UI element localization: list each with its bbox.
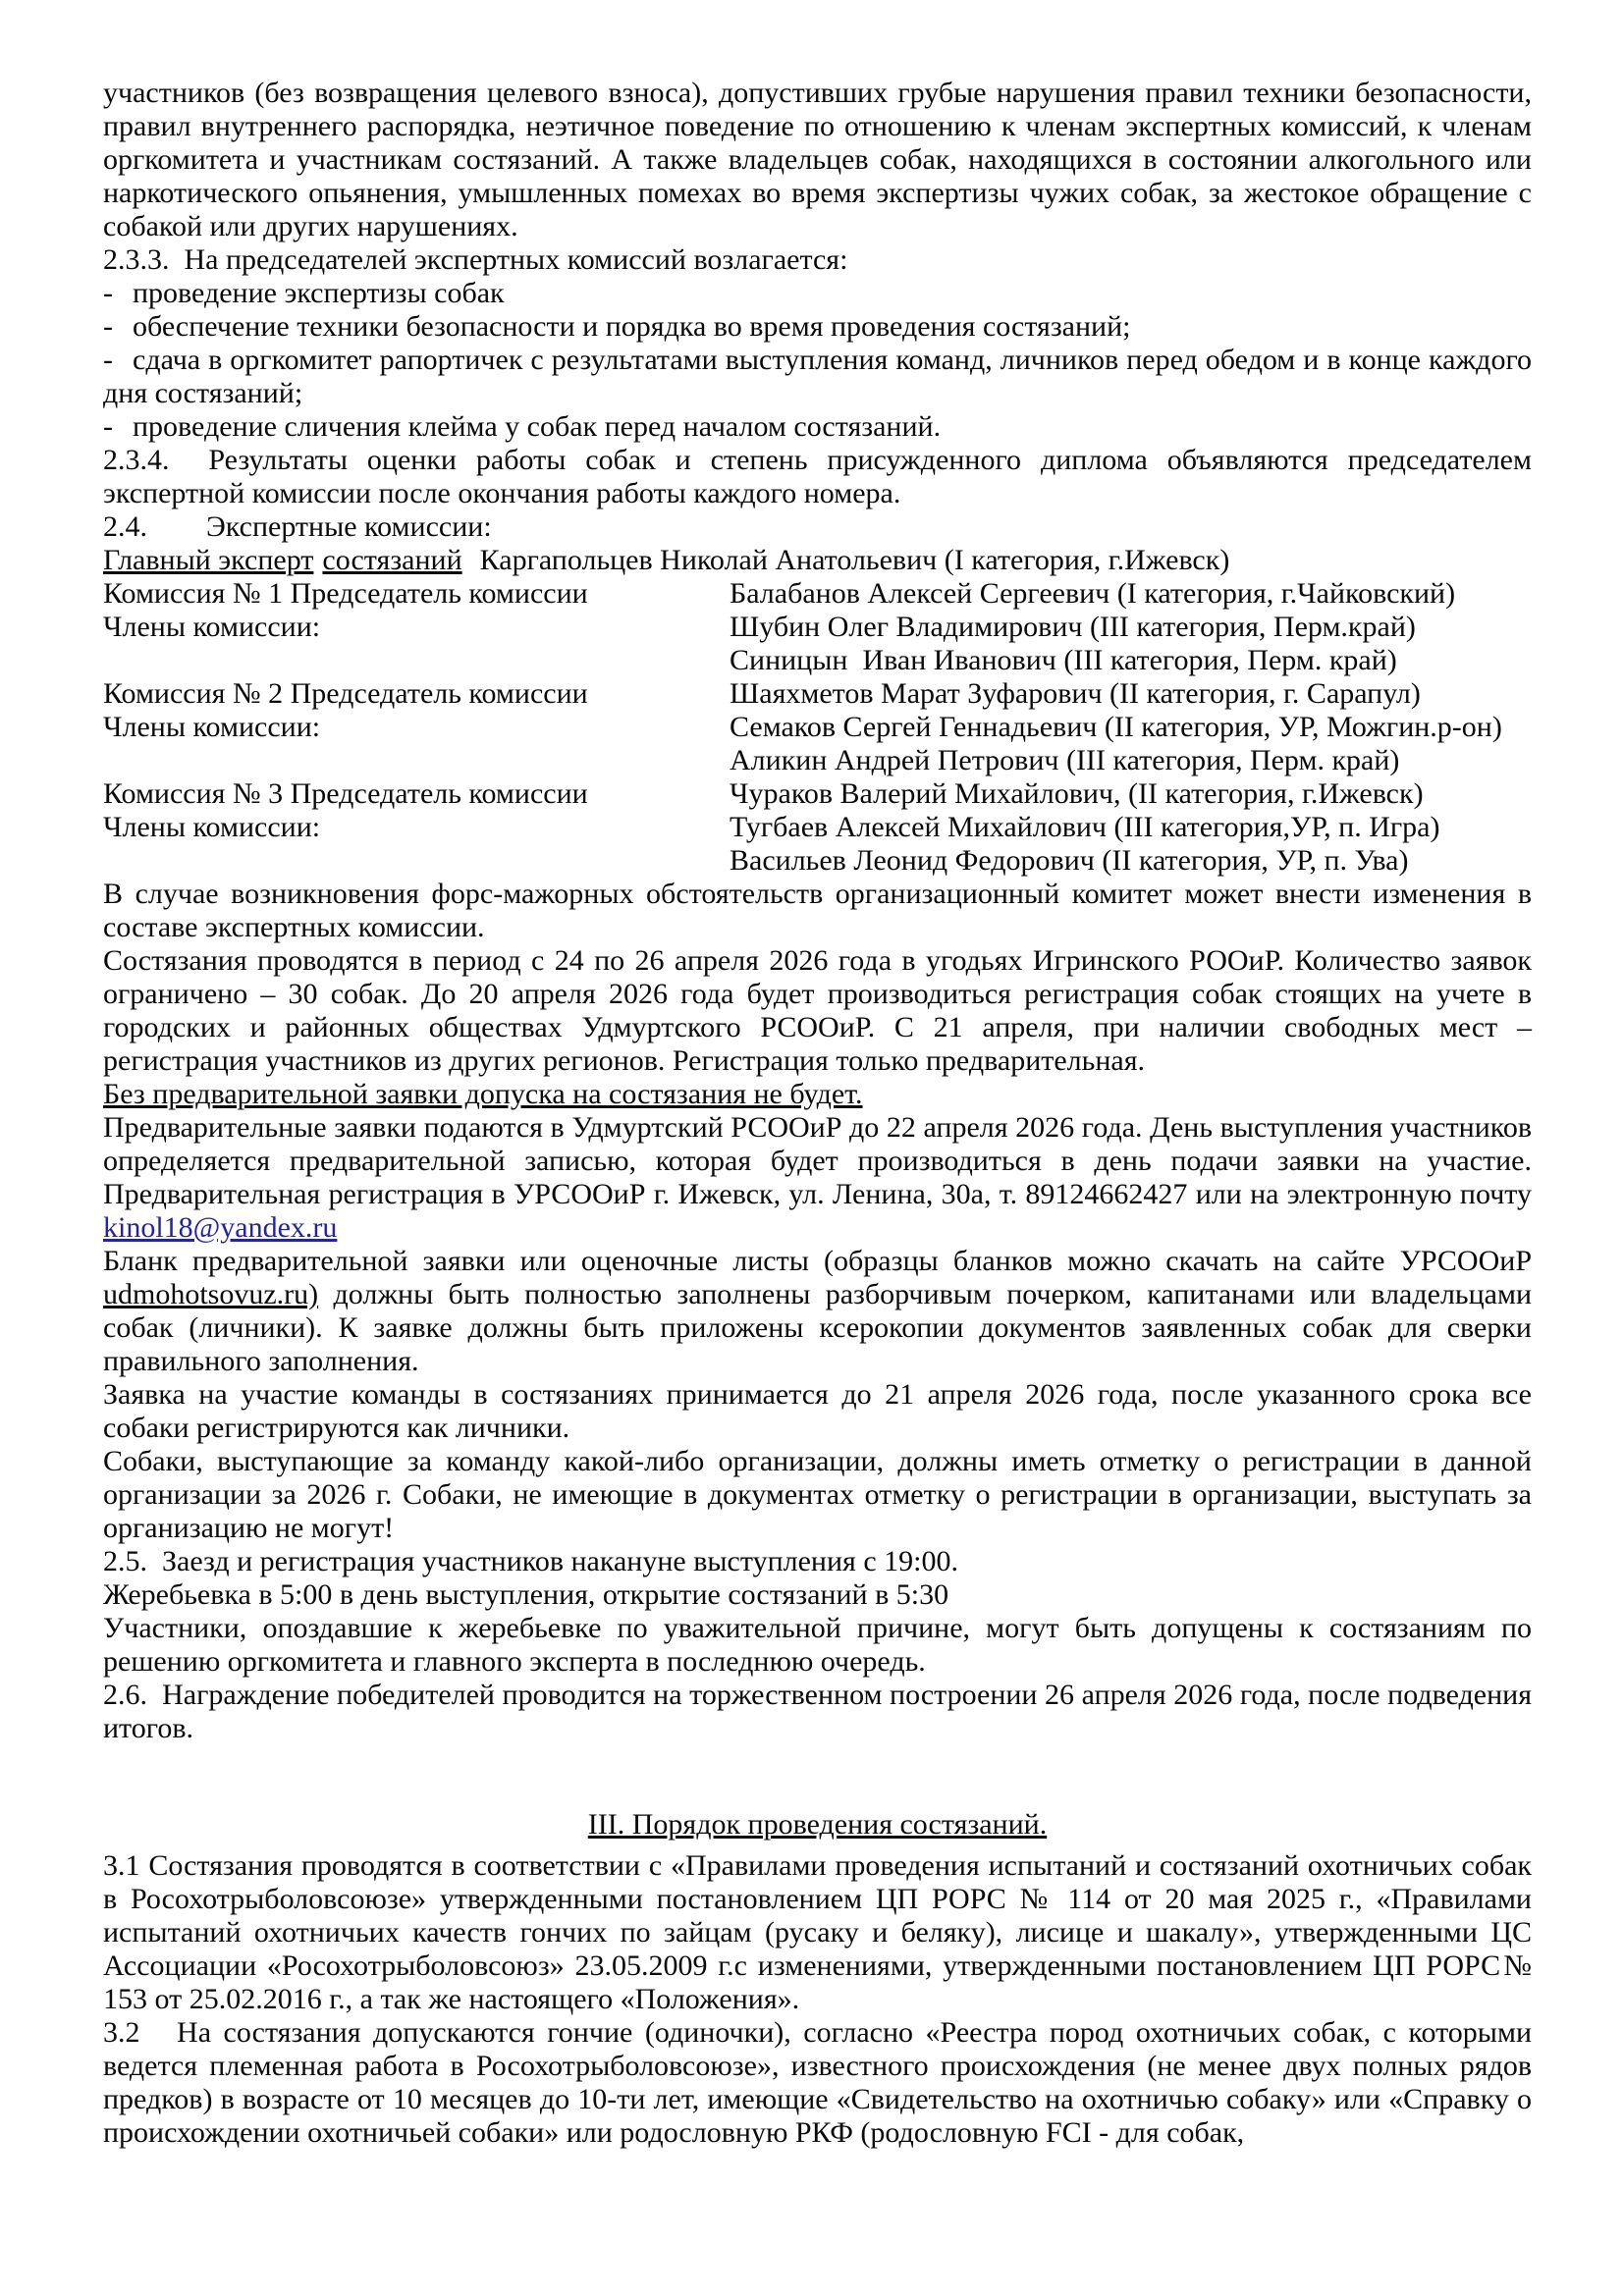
table-row	[103, 844, 1532, 878]
duty-list-item	[103, 277, 1532, 310]
list-dash: -	[103, 310, 113, 343]
cell-left: Члены комиссии:	[103, 811, 321, 843]
cell-left: Комиссия № 3 Председатель комиссии	[103, 777, 588, 810]
table-row	[103, 711, 1532, 744]
cell-left	[103, 744, 730, 777]
list-dash: -	[103, 410, 113, 443]
paragraph-applications	[103, 1111, 1532, 1245]
cell-left: Комиссия № 2 Председатель комиссии	[103, 677, 588, 710]
cell-right: Балабанов Алексей Сергеевич (I категория, г.Чайковский)	[730, 577, 1456, 610]
section-3-heading	[103, 1808, 1532, 1842]
duty-text: проведение сличения клейма у собак перед началом состязаний.	[133, 410, 942, 443]
notice-no-prereg	[103, 1078, 1532, 1111]
cell-left	[103, 644, 730, 677]
cell-right: Шаяхметов Марат Зуфарович (II категория, г. Сарапул)	[730, 677, 1421, 710]
clause-number: 2.4.	[103, 510, 147, 543]
duty-list-item	[103, 410, 1532, 444]
section-3-heading-text: III. Порядок проведения состязаний.	[587, 1808, 1048, 1841]
table-row	[103, 811, 1532, 844]
cell-left: Комиссия № 1 Председатель комиссии	[103, 577, 588, 610]
table-row	[103, 577, 1532, 611]
paragraph-intro: участников (без возвращения целевого взноса), допустивших грубые нарушения правил техники безопасности, правил внутреннего распорядка, неэтичное поведение по отношению к членам экспертных комиссий, к членам оргкомитета и участникам состязаний. А также владельцев собак, находящихся в состоянии алкогольного или наркотического опьянения, умышленных помехах во время экспертизы чужих собак, за жестокое обращение с собакой или других нарушениях.	[103, 77, 1532, 242]
expert-commissions-table	[103, 544, 1532, 878]
clause-2-3-4: 2.3.4. Результаты оценки работы собак и степень присужденного диплома объявляются председателем экспертной комиссии после окончания работы каждого номера.	[103, 444, 1532, 509]
paragraph-force-majeure: В случае возникновения форс-мажорных обстоятельств организационный комитет может внести изменения в составе экспертных комиссии.	[103, 878, 1532, 943]
chief-expert-row	[103, 544, 1532, 577]
clause-3-1: 3.1 Состязания проводятся в соответствии с «Правилами проведения испытаний и состязаний охотничьих собак в Росохотрыболовсоюзе» утвержденными постановлением ЦП РОРС № 114 от 20 мая 2025 г., «Правилами испытаний охотничьих качеств гончих по зайцам (русаку и беляку), лисице и шакалу», утвержденными ЦС Ассоциации «Росохотрыболовсоюз» 23.05.2009 г.с изменениями, утвержденными постановлением ЦП РОРС№ 153 от 25.02.2016 г., а так же настоящего «Положения».	[103, 1849, 1532, 2015]
paragraph-blank-forms	[103, 1245, 1532, 1378]
cell-right: Аликин Андрей Петрович (III категория, Перм. край)	[730, 744, 1400, 776]
clause-2-4	[103, 510, 1532, 544]
blank-forms-text: Бланк предварительной заявки или оценочные листы (образцы бланков можно скачать на сайте УРСООиР	[103, 1245, 1532, 1277]
chief-expert-label: Главный эксперт	[103, 544, 314, 576]
table-row	[103, 777, 1532, 811]
cell-left: Члены комиссии:	[103, 611, 321, 643]
duty-text: проведение экспертизы собак	[133, 277, 505, 309]
duty-text: сдача в оргкомитет рапортичек с результатами выступления команд, личников перед обедом и в конце каждого дня состязаний;	[103, 344, 1532, 409]
list-dash: -	[103, 277, 113, 309]
cell-left: Члены комиссии:	[103, 711, 321, 743]
duty-text: обеспечение техники безопасности и порядка во время проведения состязаний;	[133, 310, 1131, 343]
cell-right: Шубин Олег Владимирович (III категория, Перм.край)	[730, 611, 1416, 643]
list-dash: -	[103, 344, 113, 376]
paragraph-team-registration: Собаки, выступающие за команду какой-либо организации, должны иметь отметку о регистрации в данной организации за 2026 г. Собаки, не имеющие в документах отметку о регистрации в организации, выступать за организацию не могут!	[103, 1445, 1532, 1544]
notice-no-prereg-text: Без предварительной заявки допуска на состязания не будет.	[103, 1078, 863, 1110]
cell-right: Тугбаев Алексей Михайлович (III категория,УР, п. Игра)	[730, 811, 1440, 843]
clause-3-2: 3.2 На состязания допускаются гончие (одиночки), согласно «Реестра пород охотничьих собак, с которыми ведется племенная работа в Росохотрыболовсоюзе», известного происхождения (не менее двух полных рядов предков) в возрасте от 10 месяцев до 10-ти лет, имеющие «Свидетельство на охотничью собаку» или «Справку о происхождении охотничьей собаки» или родословную РКФ (родословную FCI - для собак,	[103, 2016, 1532, 2149]
clause-2-3-3: 2.3.3. На председателей экспертных комиссий возлагается:	[103, 243, 848, 276]
clause-2-6: 2.6. Награждение победителей проводится на торжественном построении 26 апреля 2026 года, после подведения итогов.	[103, 1679, 1532, 1744]
applications-text: Предварительные заявки подаются в Удмуртский РСООиР до 22 апреля 2026 года. День выступления участников определяется предварительной записью, которая будет производиться в день подачи заявки на участие. Предварительная регистрация в УРСООиР г. Ижевск, ул. Ленина, 30а, т. 89124662427 или на электронную почту	[103, 1111, 1532, 1210]
cell-right: Семаков Сергей Геннадьевич (II категория, УР, Можгин.р-он)	[730, 711, 1502, 743]
cell-right: Васильев Леонид Федорович (II категория, УР, п. Ува)	[730, 844, 1409, 877]
clause-2-5: 2.5. Заезд и регистрация участников накануне выступления с 19:00.	[103, 1545, 958, 1577]
blank-forms-text: должны быть полностью заполнены разборчивым почерком, капитанами или владельцами собак (личники). К заявке должны быть приложены ксерокопии документов заявленных собак для сверки правильного заполнения.	[103, 1278, 1532, 1377]
paragraph-team-deadline: Заявка на участие команды в состязаниях принимается до 21 апреля 2026 года, после указанного срока все собаки регистрируются как личники.	[103, 1378, 1532, 1444]
table-row	[103, 677, 1532, 711]
cell-right: Синицын Иван Иванович (III категория, Перм. край)	[730, 644, 1397, 676]
cell-left	[103, 844, 730, 878]
chief-expert-label: состязаний	[322, 544, 462, 576]
table-row	[103, 744, 1532, 777]
chief-expert-name: Каргапольцев Николай Анатольевич (I категория, г.Ижевск)	[479, 544, 1230, 576]
table-row	[103, 644, 1532, 677]
table-row	[103, 611, 1532, 644]
paragraph-latecomers: Участники, опоздавшие к жеребьевке по уважительной причине, могут быть допущены к состязаниям по решению оргкомитета и главного эксперта в последнюю очередь.	[103, 1612, 1532, 1678]
duty-list-item	[103, 344, 1532, 410]
email-link[interactable]: kinol18@yandex.ru	[103, 1211, 338, 1244]
duty-list-item	[103, 310, 1532, 344]
line-draw-time: Жеребьевка в 5:00 в день выступления, открытие состязаний в 5:30	[103, 1578, 949, 1611]
paragraph-schedule: Состязания проводятся в период с 24 по 26 апреля 2026 года в угодьях Игринского РООиР. Количество заявок ограничено – 30 собак. До 20 апреля 2026 года будет производиться регистрация собак стоящих на учете в городских и районных обществах Удмуртского РСООиР. С 21 апреля, при наличии свободных мест – регистрация участников из других регионов. Регистрация только предварительная.	[103, 944, 1532, 1077]
cell-right: Чураков Валерий Михайлович, (II категория, г.Ижевск)	[730, 777, 1424, 810]
clause-2-4-title: Экспертные комиссии:	[206, 510, 492, 543]
site-name: udmohotsovuz.ru)	[103, 1278, 319, 1310]
